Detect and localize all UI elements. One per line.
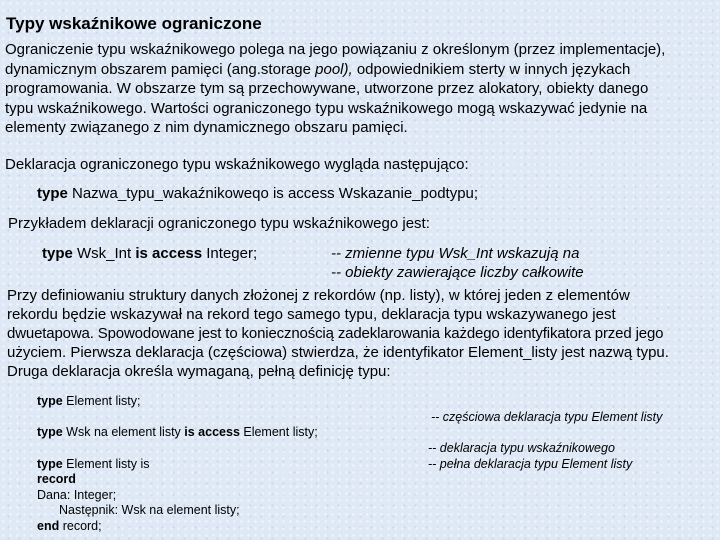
example-comment-2: -- obiekty zawierające liczby całkowite	[331, 264, 584, 281]
page-title: Typy wskaźnikowe ograniczone	[6, 14, 262, 33]
para2-line-5: Druga deklaracja określa wymaganą, pełną definicję typu:	[7, 363, 391, 380]
example-type-name: Wsk_Int	[72, 245, 136, 262]
intro-line-2	[5, 60, 630, 80]
intro-line-4: typu wskaźnikowego. Wartości ograniczonego typu wskaźnikowego mogą wskazywać jedynie na	[5, 99, 648, 117]
code-comment-2: -- deklaracja typu wskaźnikowego	[428, 441, 615, 455]
declaration-text: Deklaracja ograniczonego typu wskaźnikowego wygląda następująco:	[5, 156, 469, 173]
para2-line-1: Przy definiowaniu struktury danych złożonej z rekordów (np. listy), w której jeden z elementów	[7, 287, 630, 304]
declaration-code	[37, 184, 478, 204]
keyword-end: end	[37, 519, 60, 533]
keyword-is-access: is access	[135, 245, 203, 262]
keyword-record: record	[37, 472, 76, 486]
para2-line-2: rekordu będzie wskazywał na rekord tego samego typu, deklaracja typu wskazywanego jest	[7, 306, 616, 323]
code-line-4	[37, 472, 76, 488]
example-comment-1: -- zmienne typu Wsk_Int wskazują na	[331, 245, 580, 262]
code-line-3-text: Element listy is	[62, 457, 150, 471]
keyword-is-access: is access	[184, 425, 240, 439]
keyword-type: type	[37, 185, 68, 202]
code-line-1-text: Element listy;	[62, 394, 141, 408]
keyword-type: type	[37, 457, 63, 471]
intro-line-2-text: dynamicznym obszarem pamięci (ang.storage	[5, 60, 316, 78]
intro-line-2-rest: odpowiednikiem sterty w innych językach	[352, 60, 631, 78]
intro-line-3: programowania. W obszarze tym są przechowywane, utworzone przez alokatory, obiekty danego	[5, 80, 649, 97]
code-line-1	[37, 394, 141, 410]
example-code	[42, 244, 257, 264]
code-comment-1: -- częściowa deklaracja typu Element listy	[431, 410, 663, 424]
intro-line-5: elementy związanego z nim dynamicznego obszaru pamięci.	[5, 119, 408, 136]
declaration-code-body: Nazwa_typu_wakaźnikoweqo is access Wskazanie_podtypu;	[67, 185, 479, 202]
keyword-type: type	[37, 425, 63, 439]
example-target-type: Integer;	[202, 245, 258, 262]
code-line-7-text: record;	[59, 519, 102, 533]
code-line-5: Dana: Integer;	[37, 488, 117, 502]
keyword-type: type	[37, 394, 63, 408]
para2-line-4: użyciem. Pierwsza deklaracja (częściowa) stwierdza, że identyfikator Element_listy jest nazwą typu.	[7, 344, 669, 361]
code-line-7	[37, 519, 102, 535]
intro-pool-term: pool),	[315, 60, 353, 78]
code-line-2	[37, 425, 318, 441]
code-comment-3: -- pełna deklaracja typu Element listy	[428, 457, 633, 471]
code-line-3	[37, 457, 150, 473]
code-line-2-target: Element listy;	[239, 425, 318, 439]
code-line-2-name: Wsk na element listy	[62, 425, 185, 439]
code-line-6: Następnik: Wsk na element listy;	[59, 503, 240, 517]
para2-line-3: dwuetapowa. Spowodowane jest to koniecznością zadeklarowania każdego identyfikatora przed jego	[7, 325, 664, 342]
intro-line-1: Ograniczenie typu wskaźnikowego polega na jego powiązaniu z określonym (przez implementacje),	[5, 41, 666, 58]
keyword-type: type	[42, 245, 73, 262]
example-text: Przykładem deklaracji ograniczonego typu wskaźnikowego jest:	[8, 215, 430, 232]
